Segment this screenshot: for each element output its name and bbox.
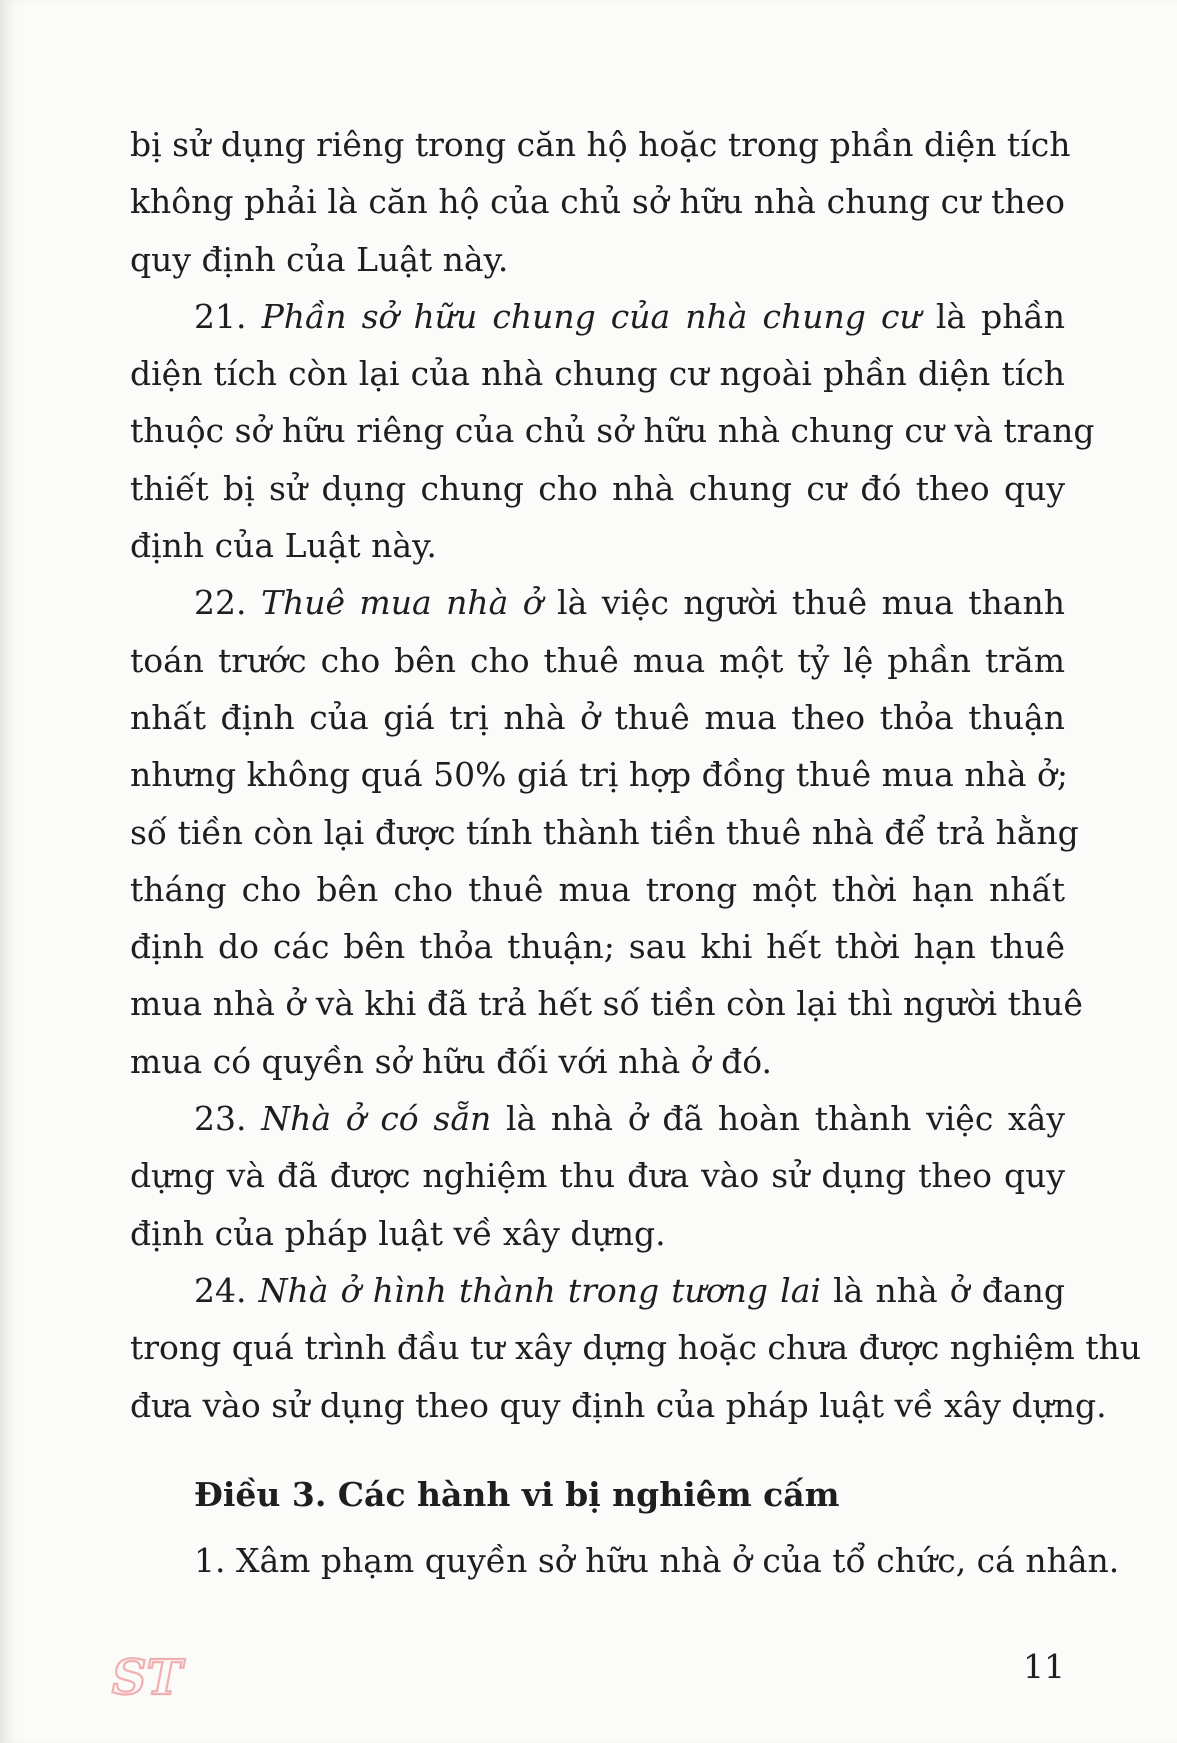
publisher-logo [111,1644,183,1706]
text-run: nhưng không quá 50% giá trị hợp đồng thuê mua nhà ở; [130,755,1068,795]
text-run: thiết bị sử dụng chung cho nhà chung cư đó theo quy [130,468,1065,508]
text-run: toán trước cho bên cho thuê mua một tỷ lệ phần trăm [130,640,1065,680]
text-run: diện tích còn lại của nhà chung cư ngoài phần diện tích [130,354,1065,394]
text-run: 24. [194,1270,259,1310]
publisher-logo-mark: ST [111,1650,183,1706]
text-line [130,288,1065,345]
defined-term: Nhà ở hình thành trong tương lai [258,1270,821,1310]
text-line [130,460,1065,517]
text-run: 22. [194,583,261,623]
text-run: bị sử dụng riêng trong căn hộ hoặc trong phần diện tích [130,125,1071,164]
paragraph-p24 [130,1262,1142,1434]
text-line [130,632,1065,689]
text-line [130,231,1065,288]
text-line [130,116,1071,173]
text-line [130,574,1065,631]
text-line [130,1090,1065,1147]
text-run: tháng cho bên cho thuê mua trong một thời hạn nhất [130,869,1065,909]
article-heading: Điều 3. Các hành vi bị nghiêm cấm [194,1475,840,1514]
text-run: đưa vào sử dụng theo quy định của pháp luật về xây dựng. [130,1385,1107,1425]
text-line [130,1205,1065,1262]
paragraph-p20-end [130,116,1071,288]
text-run: trong quá trình đầu tư xây dựng hoặc chưa được nghiệm thu [130,1328,1142,1368]
text-run: 21. [194,296,262,336]
text-line [130,1319,1142,1376]
text-line [130,804,1079,861]
text-line [130,1033,1065,1090]
text-run: là nhà ở đang [820,1270,1065,1310]
text-run: dựng và đã được nghiệm thu đưa vào sử dụng theo quy [130,1156,1065,1196]
text-run: định của Luật này. [130,526,437,566]
defined-term: Phần sở hữu chung của nhà chung cư [261,296,921,336]
text-line [130,1262,1065,1319]
text-line [130,517,1065,574]
text-line [130,861,1065,918]
text-run: là phần [920,296,1066,336]
text-line [130,345,1065,402]
paragraph-p22 [130,574,1083,1090]
text-run: là nhà ở đã hoàn thành việc xây [491,1099,1065,1139]
paragraph-p21 [130,288,1095,574]
text-run: số tiền còn lại được tính thành tiền thuê nhà để trả hằng [130,812,1079,852]
defined-term: Thuê mua nhà ở [260,583,543,623]
text-run: 23. [194,1099,262,1139]
paragraph-p23 [130,1090,1065,1262]
text-line [130,746,1068,803]
defined-term: Nhà ở có sẵn [261,1099,492,1139]
text-run: là việc người thuê mua thanh [542,583,1065,623]
article-item-1: 1. Xâm phạm quyền sở hữu nhà ở của tổ chức, cá nhân. [194,1541,1120,1580]
text-run: mua nhà ở và khi đã trả hết số tiền còn lại thì người thuê [130,984,1083,1024]
page-number: 11 [1023,1647,1065,1686]
text-run: thuộc sở hữu riêng của chủ sở hữu nhà chung cư và trang [130,411,1095,451]
text-run: nhất định của giá trị nhà ở thuê mua theo thỏa thuận [130,697,1065,737]
text-run: định của pháp luật về xây dựng. [130,1213,666,1253]
text-line [130,918,1065,975]
text-line [130,173,1065,230]
text-line [130,1377,1107,1434]
text-line [130,402,1095,459]
text-line [130,975,1083,1032]
text-line [130,689,1065,746]
text-run: quy định của Luật này. [130,239,509,279]
text-run: mua có quyền sở hữu đối với nhà ở đó. [130,1041,773,1081]
text-run: định do các bên thỏa thuận; sau khi hết thời hạn thuê [130,927,1065,967]
text-run: không phải là căn hộ của chủ sở hữu nhà chung cư theo [130,182,1065,222]
body-text [130,116,1142,1434]
text-line [130,1147,1065,1204]
